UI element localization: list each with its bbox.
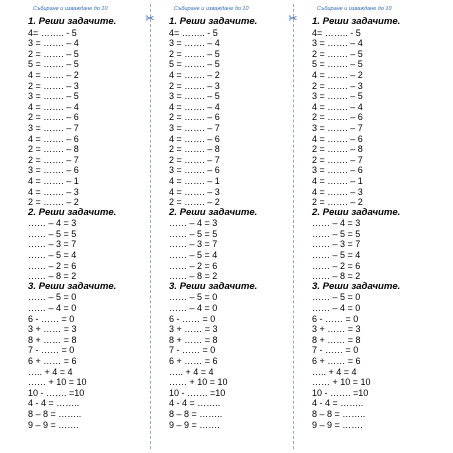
problem-line: 8 – 8 = …….. [312, 408, 366, 419]
task-1-problems [28, 28, 160, 208]
problem-line: 3 + …… = 3 [28, 324, 77, 335]
problem-line: …… – 4 = 3 [28, 218, 77, 229]
problem-line: 8 – 8 = …….. [169, 408, 223, 419]
problem-line: 2 = ……. – 5 [312, 48, 363, 59]
problem-line: …… – 4 = 3 [169, 218, 218, 229]
task-1-problems [169, 28, 301, 208]
problem-line: …… – 5 = 5 [312, 228, 361, 239]
scissors-icon: ✂ [288, 13, 298, 25]
task-1-title: 1. Реши задачите. [28, 16, 117, 27]
problem-line: …… – 5 = 5 [169, 228, 218, 239]
problem-line: 5 = ……. – 5 [169, 59, 220, 70]
task-list [169, 17, 301, 430]
problem-line: …… + 10 = 10 [28, 377, 87, 388]
task-1-problems [312, 28, 444, 208]
problem-line: …… – 4 = 0 [169, 303, 218, 314]
worksheet-column [312, 0, 444, 453]
problem-line: …… – 2 = 6 [169, 260, 218, 271]
problem-line: 4 = ……. – 2 [169, 69, 220, 80]
problem-line: ….. + 4 = 4 [28, 366, 73, 377]
problem-line: 10 - ……. =10 [169, 387, 226, 398]
problem-line: 3 = ……. – 5 [28, 91, 79, 102]
problem-line: 5 = ……. – 5 [28, 59, 79, 70]
problem-line: 4 = ……. – 1 [28, 175, 79, 186]
problem-line: 2 = ……. – 7 [169, 154, 220, 165]
problem-line: ….. + 4 = 4 [169, 366, 214, 377]
problem-line: 8 + …… = 8 [312, 334, 361, 345]
problem-line: 2 = ……. – 3 [312, 80, 363, 91]
problem-line: 3 = ……. – 6 [28, 165, 79, 176]
problem-line: 7 - …… = 0 [169, 345, 216, 356]
task-2-title: 2. Реши задачите. [169, 206, 258, 218]
problem-line: 2 = ……. – 6 [312, 112, 363, 123]
problem-line: …… – 5 = 4 [169, 250, 218, 261]
problem-line: …… – 8 = 2 [169, 271, 218, 282]
task-2-problems [169, 218, 301, 282]
problem-line: 4= …….. - 5 [28, 27, 77, 38]
task-list [28, 17, 160, 430]
problem-line: 4= …….. - 5 [312, 27, 361, 38]
worksheet-header: Събиране и изваждане до 10 [174, 6, 249, 12]
problem-line: 3 = ……. – 7 [169, 122, 220, 133]
problem-line: 2 = ……. – 6 [169, 112, 220, 123]
problem-line: 2 = ……. – 8 [312, 144, 363, 155]
problem-line: 4 - 4 = …….. [169, 398, 221, 409]
problem-line: …… – 3 = 7 [312, 239, 361, 250]
problem-line: 6 - …… = 0 [312, 313, 359, 324]
problem-line: …… – 8 = 2 [312, 271, 361, 282]
problem-line: …… – 3 = 7 [28, 239, 77, 250]
problem-line: …… – 2 = 6 [28, 260, 77, 271]
task-2-problems [312, 218, 444, 282]
problem-line: 8 + …… = 8 [169, 334, 218, 345]
problem-line: 8 – 8 = …….. [28, 408, 82, 419]
problem-line: 3 = ……. – 7 [28, 122, 79, 133]
task-1-title: 1. Реши задачите. [169, 16, 258, 27]
task-3-title: 3. Реши задачите. [312, 280, 401, 292]
problem-line: 6 + …… = 6 [28, 356, 77, 366]
problem-line: 4 = ……. – 2 [28, 69, 79, 80]
problem-line: 7 - …… = 0 [28, 345, 75, 356]
task-3-problems [169, 292, 301, 430]
problem-line: 2 = ……. – 8 [169, 144, 220, 155]
problem-line: 4= …….. - 5 [169, 27, 218, 38]
problem-line: 2 = ……. – 6 [28, 112, 79, 123]
problem-line: 2 = ……. – 2 [169, 197, 220, 208]
problem-line: 4 = ……. – 6 [28, 133, 79, 144]
worksheet-header: Събиране и изваждане до 10 [317, 6, 392, 12]
problem-line: …… + 10 = 10 [169, 377, 228, 388]
problem-line: …… – 4 = 0 [28, 303, 77, 314]
problem-line: 4 = ……. – 4 [28, 101, 79, 112]
problem-line: 3 = ……. – 5 [169, 91, 220, 102]
problem-line: 4 = ……. – 2 [312, 69, 363, 80]
problem-line: 4 = ……. – 4 [169, 101, 220, 112]
problem-line: …… – 2 = 6 [312, 260, 361, 271]
problem-line: …… – 5 = 4 [312, 250, 361, 261]
task-3-problems [312, 292, 444, 430]
problem-line: 4 = ……. – 1 [312, 175, 363, 186]
problem-line: 10 - ……. =10 [312, 387, 369, 398]
task-2-title: 2. Реши задачите. [28, 206, 117, 218]
problem-line: 3 = ……. – 6 [169, 165, 220, 176]
problem-line: 4 - 4 = …….. [312, 398, 364, 409]
problem-line: …… – 5 = 5 [28, 228, 77, 239]
problem-line: …… – 3 = 7 [169, 239, 218, 250]
problem-line: 4 = ……. – 3 [28, 186, 79, 197]
task-2-problems [28, 218, 160, 282]
problem-line: 4 = ……. – 4 [312, 101, 363, 112]
problem-line: …… – 4 = 0 [312, 303, 361, 314]
problem-line: 4 = ……. – 3 [312, 186, 363, 197]
problem-line: 6 - …… = 0 [28, 313, 75, 324]
problem-line: 2 = ……. – 8 [28, 144, 79, 155]
problem-line: ….. + 4 = 4 [312, 366, 357, 377]
problem-line: 3 = ……. – 4 [312, 38, 363, 49]
problem-line: …… – 8 = 2 [28, 271, 77, 282]
problem-line: 6 + …… = 6 [312, 356, 361, 366]
problem-line: 4 - 4 = …….. [28, 398, 80, 409]
problem-line: 9 – 9 = ……. [28, 419, 79, 430]
problem-line: 2 = ……. – 5 [28, 48, 79, 59]
problem-line: 9 – 9 = ……. [312, 419, 363, 430]
problem-line: 2 = ……. – 3 [28, 80, 79, 91]
problem-line: 4 = ……. – 6 [169, 133, 220, 144]
problem-line: …… – 5 = 0 [28, 292, 77, 303]
task-1-title: 1. Реши задачите. [312, 16, 401, 27]
problem-line: 3 = ……. – 7 [312, 122, 363, 133]
task-3-problems [28, 292, 160, 430]
problem-line: 4 = ……. – 6 [312, 133, 363, 144]
problem-line: 3 = ……. – 4 [169, 38, 220, 49]
problem-line: 6 - …… = 0 [169, 313, 216, 324]
task-3-title: 3. Реши задачите. [169, 280, 258, 292]
problem-line: 2 = ……. – 3 [169, 80, 220, 91]
problem-line: 3 + …… = 3 [312, 324, 361, 335]
problem-line: 4 = ……. – 1 [169, 175, 220, 186]
problem-line: …… – 5 = 4 [28, 250, 77, 261]
problem-line: 2 = ……. – 2 [28, 197, 79, 208]
problem-line: 2 = ……. – 5 [169, 48, 220, 59]
problem-line: …… – 5 = 0 [312, 292, 361, 303]
problem-line: 3 = ……. – 5 [312, 91, 363, 102]
task-list [312, 17, 444, 430]
problem-line: 3 = ……. – 4 [28, 38, 79, 49]
problem-line: 10 - ……. =10 [28, 387, 85, 398]
problem-line: 6 + …… = 6 [169, 356, 218, 366]
problem-line: 3 = ……. – 6 [312, 165, 363, 176]
problem-line: …… – 4 = 3 [312, 218, 361, 229]
problem-line: 2 = ……. – 7 [312, 154, 363, 165]
problem-line: 2 = ……. – 2 [312, 197, 363, 208]
problem-line: 2 = ……. – 7 [28, 154, 79, 165]
worksheet-column [28, 0, 160, 453]
task-3-title: 3. Реши задачите. [28, 280, 117, 292]
task-2-title: 2. Реши задачите. [312, 206, 401, 218]
problem-line: 4 = ……. – 3 [169, 186, 220, 197]
problem-line: …… + 10 = 10 [312, 377, 371, 388]
worksheet-header: Събиране и изваждане до 10 [33, 6, 108, 12]
problem-line: 5 = ……. – 5 [312, 59, 363, 70]
scissors-icon: ✂ [145, 13, 155, 25]
problem-line: 8 + …… = 8 [28, 334, 77, 345]
worksheet-column [169, 0, 301, 453]
problem-line: 3 + …… = 3 [169, 324, 218, 335]
problem-line: 9 – 9 = ……. [169, 419, 220, 430]
problem-line: …… – 5 = 0 [169, 292, 218, 303]
problem-line: 7 - …… = 0 [312, 345, 359, 356]
